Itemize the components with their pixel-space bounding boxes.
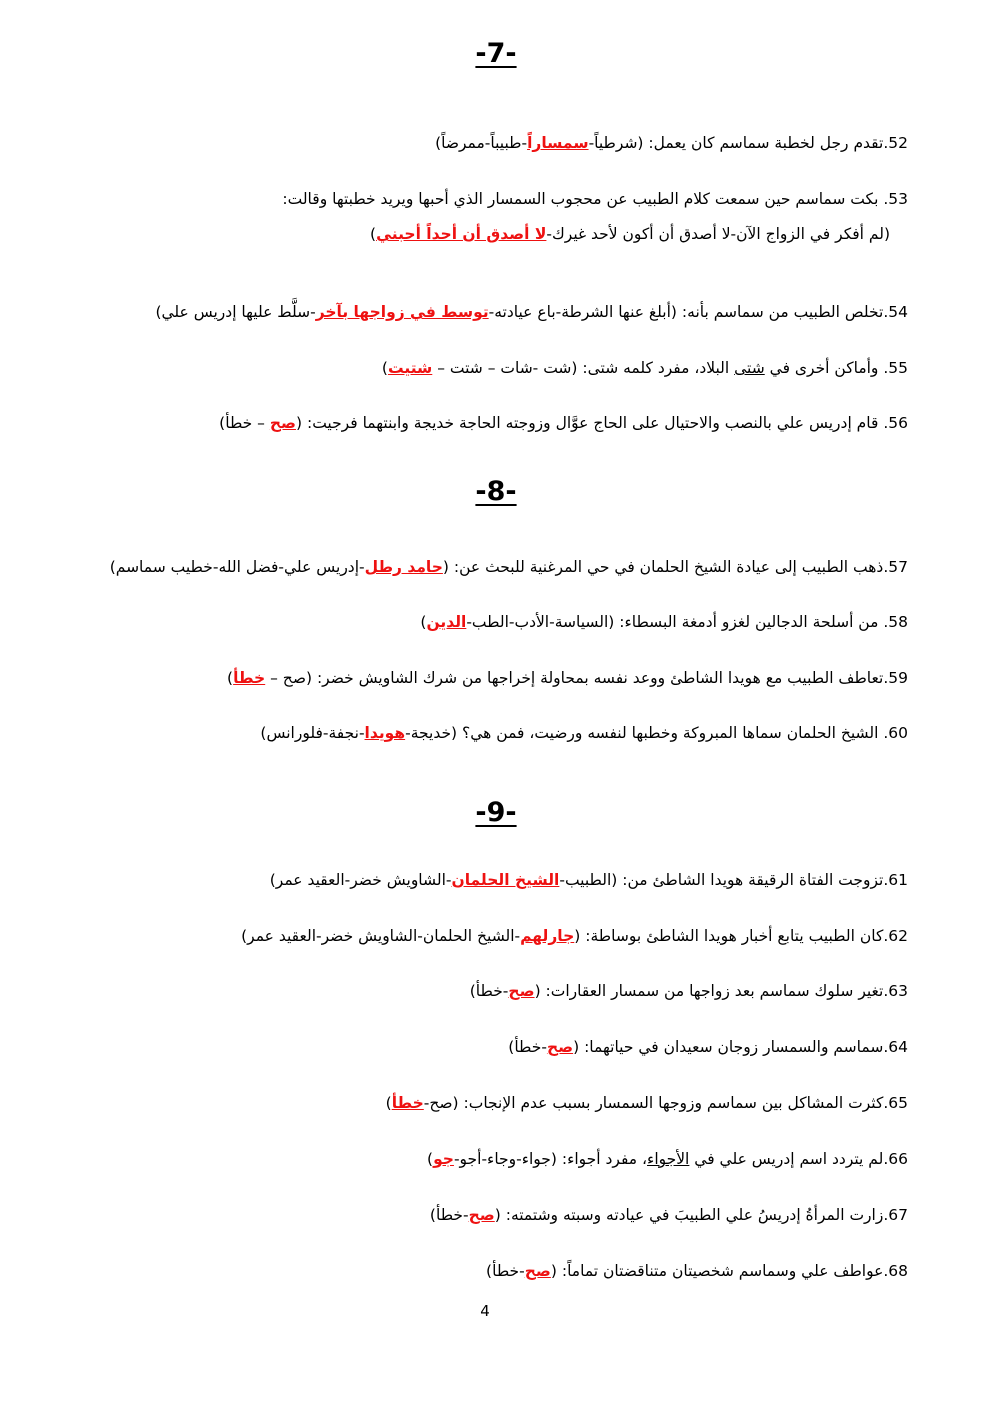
question-65: 65.كثرت المشاكل بين سماسم وزوجها السمسار بسبب عدم الإنجاب: (صح-خطأ)	[385, 1094, 908, 1112]
question-58: 58. من أسلحة الدجالين لغزو أدمغة البسطاء: (السياسة-الأدب-الطب-الدين)	[420, 613, 908, 631]
section-heading-7: -7-	[475, 38, 517, 69]
question-66: 66.لم يتردد اسم إدريس علي في الأجواء، مفرد أجواء: (جواء-وجاء-أجو-جو)	[427, 1150, 908, 1168]
question-52: 52.تقدم رجل لخطبة سماسم كان يعمل: (شرطياً-سمساراً-طبيباً-ممرضاً)	[435, 134, 908, 152]
underlined-word: الأجواء	[647, 1150, 690, 1168]
answer-highlight: توسط في زواجها بآخر	[315, 303, 489, 321]
answer-highlight: جارلهم	[520, 927, 575, 945]
answer-highlight: سمساراً	[527, 134, 589, 152]
answer-highlight: صح	[468, 1206, 495, 1224]
question-61: 61.تزوجت الفتاة الرقيقة هويدا الشاطئ من: (الطبيب-الشيخ الحلمان-الشاويش خضر-العقيد عمر)	[269, 871, 908, 889]
question-54: 54.تخلص الطبيب من سماسم بأنه: (أبلغ عنها الشرطة-باع عيادته-توسط في زواجها بآخر-سلَّط عليها إدريس علي)	[155, 303, 908, 321]
answer-highlight: الشيخ الحلمان	[451, 871, 560, 889]
answer-highlight: جو	[433, 1150, 454, 1168]
answer-highlight: حامد رطل	[364, 558, 443, 576]
answer-highlight: صح	[269, 414, 296, 432]
question-56: 56. قام إدريس علي بالنصب والاحتيال على الحاج عوَّال وزوجته الحاجة خديجة وابنتهما فرجيت: (صح – خطأ)	[219, 414, 908, 432]
answer-highlight: لا أصدق أن أحداً أحبني	[376, 225, 547, 243]
question-64: 64.سماسم والسمسار زوجان سعيدان في حياتهما: (صح-خطأ)	[508, 1038, 908, 1056]
underlined-word: شتى	[734, 359, 765, 377]
answer-highlight: شتيت	[387, 359, 433, 377]
question-57: 57.ذهب الطبيب إلى عيادة الشيخ الحلمان في حي المرغنية للبحث عن: (حامد رطل-إدريس علي-فضل الله-خطيب سماسم)	[109, 558, 908, 576]
answer-highlight: صح	[546, 1038, 574, 1056]
question-60: 60. الشيخ الحلمان سماها المبروكة وخطبها لنفسه ورضيت، فمن هي؟ (خديجة-هويدا-نجفة-فلورانس)	[260, 724, 908, 742]
section-heading-8: -8-	[475, 476, 517, 507]
question-68: 68.عواطف علي وسماسم شخصيتان متناقضتان تماماً: (صح-خطأ)	[486, 1262, 908, 1280]
question-53-options: (لم أفكر في الزواج الآن-لا أصدق أن أكون لأحد غيرك-لا أصدق أن أحداً أحبني)	[370, 225, 890, 243]
answer-highlight: خطأ	[233, 669, 266, 687]
question-55: 55. وأماكن أخرى في شتى البلاد، مفرد كلمه شتى: (شت -شات – شتت – شتيت)	[381, 359, 908, 377]
answer-highlight: خطأ	[391, 1094, 424, 1112]
page-number: 4	[480, 1302, 490, 1320]
question-67: 67.زارت المرأةُ إدريسُ علي الطبيبَ في عيادته وسبته وشتمته: (صح-خطأ)	[429, 1206, 908, 1224]
question-59: 59.تعاطف الطبيب مع هويدا الشاطئ ووعد نفسه بمحاولة إخراجها من شرك الشاويش خضر: (صح – خطأ)	[227, 669, 908, 687]
answer-highlight: صح	[508, 982, 535, 1000]
answer-highlight: الدين	[426, 613, 467, 631]
answer-highlight: هويدا	[364, 724, 406, 742]
question-53: 53. بكت سماسم حين سمعت كلام الطبيب عن محجوب السمسار الذي أحبها ويريد خطبتها وقالت: (لم أفكر في الزواج الآن-لا أصدق أن أكون لأحد غيرك-لا أصدق أن أحداً أحبني)	[282, 190, 908, 243]
answer-highlight: صح	[524, 1262, 551, 1280]
question-62: 62.كان الطبيب يتابع أخبار هويدا الشاطئ بوساطة: (جارلهم-الشيخ الحلمان-الشاويش خضر-العقيد عمر)	[241, 927, 908, 945]
question-63: 63.تغير سلوك سماسم بعد زواجها من سمسار العقارات: (صح-خطأ)	[469, 982, 908, 1000]
section-heading-9: -9-	[475, 797, 517, 828]
